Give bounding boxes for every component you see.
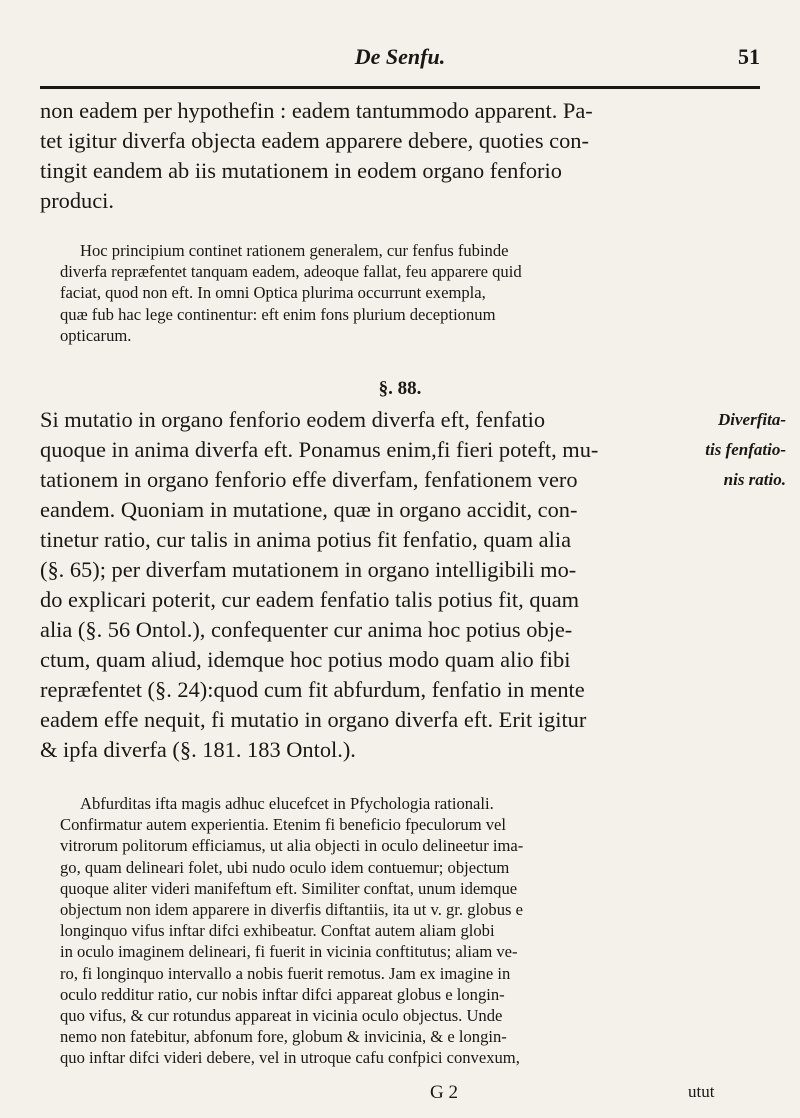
text-line: objectum non idem apparere in diverfis diftantiis, ita ut v. gr. globus e (60, 900, 523, 920)
text-line: nemo non fatebitur, abfonum fore, globum & invicinia, & e longin- (60, 1027, 507, 1047)
text-line: quo inftar difci videri debere, vel in utroque cafu confpici convexum, (60, 1048, 520, 1068)
text-line: Hoc principium continet rationem generalem, cur fenfus fubinde (80, 241, 509, 260)
page-number: 51 (738, 44, 760, 69)
text-line: tationem in organo fenforio effe diverfam, fenfationem vero (40, 467, 578, 492)
text-line: oculo redditur ratio, cur nobis inftar difci appareat globus e longin- (60, 984, 505, 1004)
running-head (40, 44, 760, 74)
text-line: tinetur ratio, cur talis in anima potius fit fenfatio, quam alia (40, 527, 572, 552)
header-rule (40, 86, 760, 89)
text-line: do explicari poterit, cur eadem fenfatio talis potius fit, quam (40, 587, 580, 612)
text-line: tet igitur diverfa objecta eadem apparere debere, quoties con- (40, 128, 589, 153)
text-line: alia (§. 56 Ontol.), confequenter cur anima hoc potius obje- (40, 617, 573, 642)
text-line: go, quam delineari folet, ubi nudo oculo idem contuemur; objectum (60, 857, 510, 877)
text-line: quoque aliter videri manifeftum eft. Similiter conftat, unum idemque (60, 878, 518, 898)
margin-note-line: Diverfita- (718, 410, 786, 429)
text-line: longinquo vifus inftar difci exhibeatur. Conftat autem aliam globi (60, 921, 495, 941)
text-line: vitrorum politorum efficiamus, ut alia objecti in oculo delineetur ima- (60, 836, 524, 856)
text-line: repræfentet (§. 24):quod cum fit abfurdum, fenfatio in mente (40, 677, 585, 702)
margin-note-line: tis fenfatio- (705, 440, 786, 459)
text-line: quo vifus, & cur rotundus appareat in vicinia oculo objectus. Unde (60, 1006, 503, 1026)
signature-mark: G 2 (430, 1082, 458, 1103)
paragraph-4-note (60, 793, 760, 1069)
text-line: quoque in anima diverfa eft. Ponamus enim,fi fieri poteft, mu- (40, 437, 599, 462)
text-line: quæ fub hac lege continentur: eft enim fons plurium deceptionum (60, 304, 496, 324)
text-line: Confirmatur autem experientia. Etenim fi beneficio fpeculorum vel (60, 815, 507, 835)
text-line: opticarum. (60, 325, 132, 345)
text-line: in oculo imaginem delineari, fi fuerit in vicinia conftitutus; aliam ve- (60, 942, 518, 962)
paragraph-3 (40, 405, 690, 765)
text-line: ctum, quam aliud, idemque hoc potius modo quam alio fibi (40, 647, 571, 672)
text-line: non eadem per hypothefin : eadem tantummodo apparent. Pa- (40, 98, 593, 123)
section-heading: §. 88. (378, 378, 422, 399)
margin-note-line: nis ratio. (723, 470, 786, 489)
text-line: diverfa repræfentet tanquam eadem, adeoque fallat, feu apparere quid (60, 262, 522, 282)
text-line: produci. (40, 188, 114, 213)
text-line: Si mutatio in organo fenforio eodem diverfa eft, fenfatio (40, 407, 546, 432)
text-line: & ipfa diverfa (§. 181. 183 Ontol.). (40, 737, 356, 762)
text-line: ro, fi longinquo intervallo a nobis fuerit remotus. Jam ex imagine in (60, 963, 511, 983)
catchword: utut (688, 1082, 715, 1101)
text-line: faciat, quod non eft. In omni Optica plurima occurrunt exempla, (60, 283, 486, 303)
text-line: eadem effe nequit, fi mutatio in organo diverfa eft. Erit igitur (40, 707, 587, 732)
text-line: eandem. Quoniam in mutatione, quæ in organo accidit, con- (40, 497, 578, 522)
paragraph-1 (40, 96, 760, 216)
text-line: tingit eandem ab iis mutationem in eodem organo fenforio (40, 158, 562, 183)
text-line: (§. 65); per diverfam mutationem in organo intelligibili mo- (40, 557, 577, 582)
text-line: Abfurditas ifta magis adhuc elucefcet in Pfychologia rationali. (80, 794, 494, 813)
running-title: De Senfu. (354, 44, 446, 69)
paragraph-2-note (60, 240, 760, 346)
